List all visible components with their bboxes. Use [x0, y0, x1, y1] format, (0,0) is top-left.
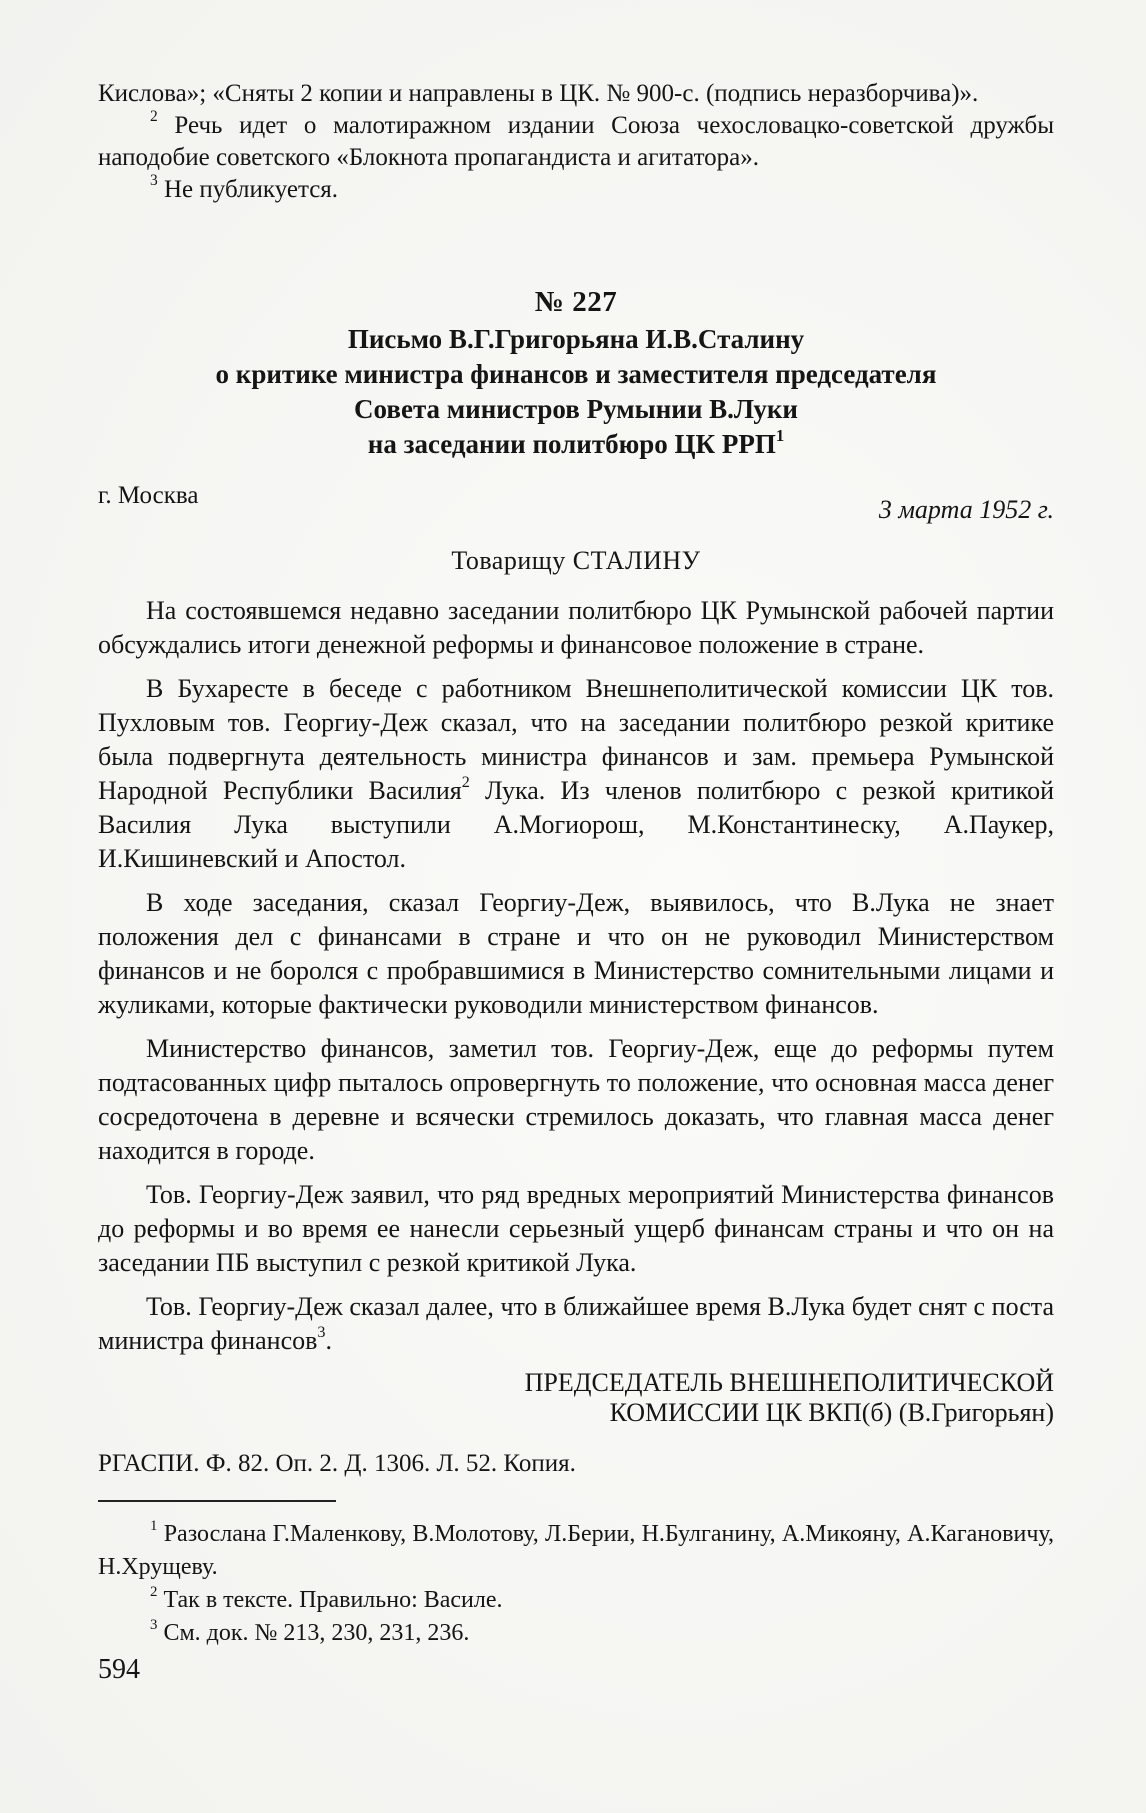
- paragraph: Тов. Георгиу-Деж заявил, что ряд вредных мероприятий Министерства финансов до реформы и во время ее нанесли серьезный ущерб финансам страны и что он на заседании ПБ выступил с резкой критикой Лука.: [98, 1180, 1054, 1277]
- title-line: о критике министра финансов и заместителя председателя: [215, 359, 937, 389]
- place-date-line: [98, 480, 1054, 524]
- title-line: [98, 427, 1054, 462]
- footnote-marker: 3: [150, 1616, 158, 1633]
- signature-line: КОМИССИИ ЦК ВКП(б) (В.Григорьян): [609, 1398, 1054, 1427]
- document-header: [98, 284, 1054, 462]
- footnote-marker: 3: [150, 172, 158, 190]
- paragraph: На состоявшемся недавно заседании политбюро ЦК Румынской рабочей партии обсуждались итоги денежной реформы и финансовое положение в стране.: [98, 596, 1054, 659]
- footnote-text: Так в тексте. Правильно: Василе.: [163, 1587, 503, 1613]
- paragraph-text: Тов. Георгиу-Деж сказал далее, что в ближайшее время В.Лука будет снят с поста министра финансов: [98, 1292, 1054, 1355]
- paragraph: В ходе заседания, сказал Георгиу-Деж, выявилось, что В.Лука не знает положения дел с финансами в стране и что он не руководил Министерством финансов и не боролся с пробравшимися в Министерство сомнительными лицами и жуликами, которые фактически руководили министерством финансов.: [98, 888, 1054, 1019]
- paragraph: Министерство финансов, заметил тов. Георгиу-Деж, еще до реформы путем подтасованных цифр пыталось опровергнуть то положение, что основная масса денег сосредоточена в деревне и всячески стремилось доказать, что главная масса денег находится в городе.: [98, 1034, 1054, 1165]
- title-line: Письмо В.Г.Григорьяна И.В.Сталину: [347, 324, 805, 354]
- footnotes: [98, 1518, 1054, 1650]
- footnote: [98, 1617, 1054, 1650]
- footnote: [98, 1584, 1054, 1617]
- paragraph: [98, 672, 1054, 876]
- title-footnote-marker: 1: [775, 425, 785, 445]
- footnote-marker: 3: [317, 1323, 326, 1341]
- footnote-text: Разослана Г.Маленкову, В.Молотову, Л.Берии, Н.Булганину, А.Микояну, А.Кагановичу, Н.Хрущеву.: [98, 1521, 1055, 1580]
- footnote-text: Речь идет о малотиражном издании Союза чехословацко-советской дружбы наподобие советского «Блокнота пропагандиста и агитатора».: [98, 112, 1054, 171]
- footnote-marker: 2: [150, 108, 158, 126]
- footnote-text: Не публикуется.: [164, 176, 339, 203]
- letter-body: [98, 594, 1054, 1358]
- document-number: № 227: [534, 286, 618, 318]
- footnote-marker: 2: [461, 773, 470, 791]
- footnote-2: [98, 110, 1054, 174]
- paragraph-text: Лука. Из членов политбюро с резкой критикой Василия Лука выступили А.Могиорош, М.Константинеску, А.Паукер, И.Кишиневский и Апостол.: [98, 776, 1054, 873]
- footnote-3: [98, 174, 1054, 206]
- signature-line: ПРЕДСЕДАТЕЛЬ ВНЕШНЕПОЛИТИЧЕСКОЙ: [524, 1368, 1054, 1397]
- salutation: Товарищу СТАЛИНУ: [451, 546, 701, 575]
- footnote-divider: [98, 1500, 336, 1502]
- archive-source: РГАСПИ. Ф. 82. Оп. 2. Д. 1306. Л. 52. Копия.: [98, 1450, 576, 1477]
- paragraph-text: В Бухаресте в беседе с работником Внешнеполитической комиссии ЦК тов. Пухловым тов. Георгиу-Деж сказал, что на заседании политбюро резкой критике была подвергнута деятельность министра финансов и зам. премьера Румынской Народной Республики Василия: [98, 674, 1054, 805]
- footnote-continuation: Кислова»; «Сняты 2 копии и направлены в ЦК. № 900-с. (подпись неразборчива)».: [98, 80, 979, 107]
- footnote: [98, 1518, 1054, 1584]
- title-line: Совета министров Румынии В.Луки: [354, 394, 798, 424]
- date: 3 марта 1952 г.: [878, 495, 1054, 524]
- previous-footnotes: [98, 78, 1054, 206]
- footnote-text: См. док. № 213, 230, 231, 236.: [163, 1620, 470, 1646]
- place: г. Москва: [98, 482, 199, 509]
- page-number: 594: [98, 1654, 140, 1685]
- title-text: на заседании политбюро ЦК РРП: [367, 429, 776, 459]
- document-title: [98, 322, 1054, 462]
- paragraph: [98, 1290, 1054, 1358]
- footnote-marker: 1: [150, 1517, 158, 1534]
- signature-block: [98, 1368, 1054, 1428]
- paragraph-text: .: [325, 1326, 332, 1355]
- footnote-marker: 2: [150, 1583, 158, 1600]
